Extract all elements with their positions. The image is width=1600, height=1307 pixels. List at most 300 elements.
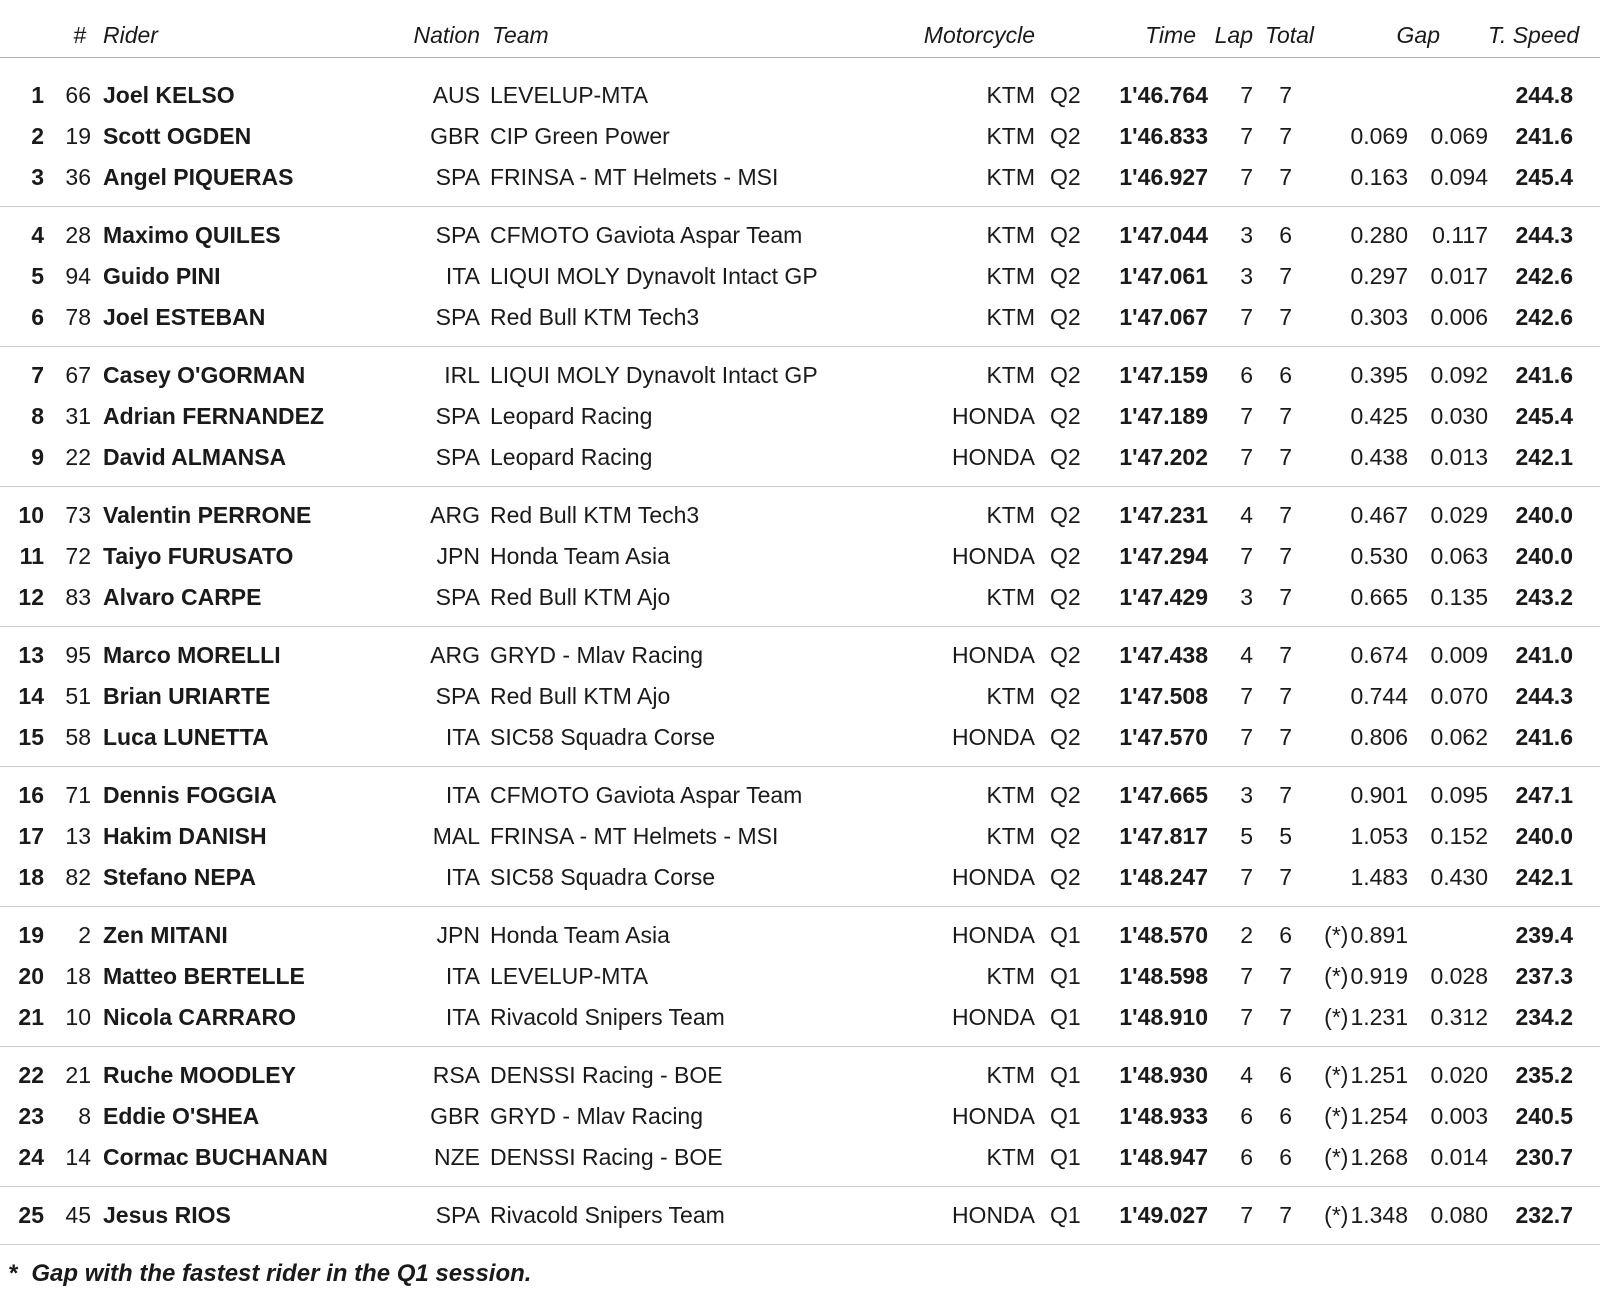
q1-gap-marker: (*) xyxy=(1324,963,1349,989)
session-cell: Q2 xyxy=(1050,222,1081,248)
team-cell: Rivacold Snipers Team xyxy=(490,1004,725,1030)
rider-number-cell: 14 xyxy=(65,1144,91,1170)
lap-cell: 5 xyxy=(1240,823,1253,849)
top-speed-cell: 244.3 xyxy=(1515,222,1573,248)
lap-time-cell: 1'47.508 xyxy=(1119,683,1208,709)
interval-cell: 0.020 xyxy=(1430,1062,1488,1088)
rider-name-cell: Ruche MOODLEY xyxy=(103,1062,296,1088)
session-cell: Q2 xyxy=(1050,782,1081,808)
total-laps-cell: 7 xyxy=(1279,683,1292,709)
nation-cell: SPA xyxy=(435,403,480,429)
table-row xyxy=(0,215,1573,256)
total-laps-cell: 6 xyxy=(1279,222,1292,248)
top-speed-cell: 242.1 xyxy=(1515,864,1573,890)
table-row xyxy=(0,256,1573,297)
top-speed-cell: 237.3 xyxy=(1515,963,1573,989)
rider-name-cell: Scott OGDEN xyxy=(103,123,252,149)
table-row xyxy=(0,775,1573,816)
gap-cell xyxy=(1292,724,1408,751)
session-cell: Q2 xyxy=(1050,444,1081,470)
team-cell: Leopard Racing xyxy=(490,403,653,429)
lap-time-cell: 1'47.438 xyxy=(1119,642,1208,668)
q1-gap-marker: (*) xyxy=(1324,1004,1349,1030)
top-speed-cell: 232.7 xyxy=(1515,1202,1573,1228)
motorcycle-cell: KTM xyxy=(986,683,1035,709)
session-cell: Q2 xyxy=(1050,502,1081,528)
lap-time-cell: 1'48.933 xyxy=(1119,1103,1208,1129)
position-cell: 10 xyxy=(18,502,44,528)
q1-gap-marker: (*) xyxy=(1324,1202,1349,1228)
table-row xyxy=(0,1137,1573,1178)
rider-name-cell: Casey O'GORMAN xyxy=(103,362,306,388)
rider-name-cell: Brian URIARTE xyxy=(103,683,271,709)
rider-number-cell: 78 xyxy=(65,304,91,330)
team-cell: CFMOTO Gaviota Aspar Team xyxy=(490,782,803,808)
interval-cell: 0.009 xyxy=(1430,642,1488,668)
nation-cell: GBR xyxy=(430,1103,480,1129)
motorcycle-cell: HONDA xyxy=(951,444,1035,470)
q1-gap-marker: (*) xyxy=(1324,1103,1349,1129)
footnote-asterisk: * xyxy=(8,1259,18,1287)
team-cell: LIQUI MOLY Dynavolt Intact GP xyxy=(490,362,818,388)
nation-cell: RSA xyxy=(432,1062,480,1088)
nation-cell: SPA xyxy=(435,1202,480,1228)
gap-cell xyxy=(1292,963,1408,990)
table-row xyxy=(0,1195,1573,1236)
top-speed-cell: 241.6 xyxy=(1515,724,1573,750)
lap-cell: 7 xyxy=(1240,1004,1253,1030)
interval-cell: 0.152 xyxy=(1430,823,1488,849)
rider-number-cell: 10 xyxy=(65,1004,91,1030)
nation-cell: SPA xyxy=(435,304,480,330)
gap-value: 1.251 xyxy=(1350,1062,1408,1088)
session-cell: Q2 xyxy=(1050,823,1081,849)
rider-number-cell: 31 xyxy=(65,403,91,429)
position-cell: 2 xyxy=(31,123,44,149)
table-row xyxy=(0,635,1573,676)
position-cell: 23 xyxy=(18,1103,44,1129)
total-laps-cell: 7 xyxy=(1279,1004,1292,1030)
rider-name-cell: Angel PIQUERAS xyxy=(103,164,294,190)
interval-cell: 0.013 xyxy=(1430,444,1488,470)
team-cell: SIC58 Squadra Corse xyxy=(490,864,716,890)
team-cell: LEVELUP-MTA xyxy=(490,82,649,108)
session-cell: Q1 xyxy=(1050,1004,1081,1030)
nation-cell: ITA xyxy=(445,263,480,289)
lap-time-cell: 1'48.247 xyxy=(1119,864,1208,890)
total-laps-cell: 7 xyxy=(1279,543,1292,569)
session-cell: Q2 xyxy=(1050,724,1081,750)
position-cell: 13 xyxy=(18,642,44,668)
position-cell: 18 xyxy=(18,864,44,890)
session-cell: Q2 xyxy=(1050,683,1081,709)
table-row xyxy=(0,577,1573,618)
interval-cell: 0.029 xyxy=(1430,502,1488,528)
total-laps-cell: 7 xyxy=(1279,403,1292,429)
total-laps-cell: 6 xyxy=(1279,1103,1292,1129)
total-laps-cell: 6 xyxy=(1279,362,1292,388)
rider-number-cell: 83 xyxy=(65,584,91,610)
gap-cell xyxy=(1292,782,1408,809)
gap-value: 0.303 xyxy=(1350,304,1408,330)
gap-value: 0.163 xyxy=(1350,164,1408,190)
header-top-speed: T. Speed xyxy=(1488,22,1580,48)
gap-value: 0.280 xyxy=(1350,222,1408,248)
top-speed-cell: 242.6 xyxy=(1515,263,1573,289)
interval-cell: 0.028 xyxy=(1430,963,1488,989)
top-speed-cell: 245.4 xyxy=(1515,164,1573,190)
interval-cell: 0.094 xyxy=(1430,164,1488,190)
interval-cell: 0.006 xyxy=(1430,304,1488,330)
gap-value: 0.891 xyxy=(1350,922,1408,948)
table-row xyxy=(0,717,1573,758)
top-speed-cell: 240.0 xyxy=(1515,823,1573,849)
total-laps-cell: 7 xyxy=(1279,782,1292,808)
gap-cell xyxy=(1292,584,1408,611)
motorcycle-cell: KTM xyxy=(986,362,1035,388)
motorcycle-cell: KTM xyxy=(986,502,1035,528)
motorcycle-cell: KTM xyxy=(986,82,1035,108)
table-row xyxy=(0,676,1573,717)
gap-cell xyxy=(1292,543,1408,570)
lap-time-cell: 1'48.570 xyxy=(1119,922,1208,948)
team-cell: Honda Team Asia xyxy=(490,543,670,569)
q1-gap-marker: (*) xyxy=(1324,922,1349,948)
lap-cell: 7 xyxy=(1240,864,1253,890)
motorcycle-cell: HONDA xyxy=(951,543,1035,569)
footnote xyxy=(0,1253,1600,1294)
top-speed-cell: 241.6 xyxy=(1515,362,1573,388)
total-laps-cell: 7 xyxy=(1279,864,1292,890)
footnote-text: Gap with the fastest rider in the Q1 session. xyxy=(31,1259,532,1287)
lap-cell: 7 xyxy=(1240,963,1253,989)
nation-cell: ITA xyxy=(445,1004,480,1030)
total-laps-cell: 6 xyxy=(1279,1062,1292,1088)
rider-number-cell: 82 xyxy=(65,864,91,890)
lap-cell: 4 xyxy=(1240,642,1253,668)
total-laps-cell: 7 xyxy=(1279,263,1292,289)
rider-number-cell: 13 xyxy=(65,823,91,849)
team-cell: SIC58 Squadra Corse xyxy=(490,724,716,750)
lap-cell: 3 xyxy=(1240,263,1253,289)
top-speed-cell: 242.6 xyxy=(1515,304,1573,330)
position-cell: 4 xyxy=(31,222,44,248)
position-cell: 19 xyxy=(18,922,44,948)
gap-cell xyxy=(1292,444,1408,471)
position-cell: 11 xyxy=(19,543,44,569)
gap-cell xyxy=(1292,82,1408,109)
header-total: Total xyxy=(1265,22,1315,48)
total-laps-cell: 7 xyxy=(1279,963,1292,989)
position-cell: 20 xyxy=(18,963,44,989)
team-cell: Red Bull KTM Ajo xyxy=(490,584,671,610)
lap-time-cell: 1'47.159 xyxy=(1119,362,1208,388)
header-motorcycle: Motorcycle xyxy=(923,22,1035,48)
top-speed-cell: 240.0 xyxy=(1515,543,1573,569)
motorcycle-cell: KTM xyxy=(986,823,1035,849)
lap-time-cell: 1'47.202 xyxy=(1119,444,1208,470)
lap-cell: 7 xyxy=(1240,304,1253,330)
rider-name-cell: Joel ESTEBAN xyxy=(103,304,266,330)
gap-value: 0.069 xyxy=(1350,123,1408,149)
lap-time-cell: 1'47.231 xyxy=(1119,502,1208,528)
gap-cell xyxy=(1292,304,1408,331)
nation-cell: SPA xyxy=(435,164,480,190)
rider-number-cell: 72 xyxy=(65,543,91,569)
rider-name-cell: Luca LUNETTA xyxy=(103,724,269,750)
lap-cell: 7 xyxy=(1240,164,1253,190)
team-cell: LEVELUP-MTA xyxy=(490,963,649,989)
rider-name-cell: Taiyo FURUSATO xyxy=(103,543,294,569)
rider-number-cell: 66 xyxy=(65,82,91,108)
lap-time-cell: 1'48.930 xyxy=(1119,1062,1208,1088)
gap-cell xyxy=(1292,922,1408,949)
rider-name-cell: David ALMANSA xyxy=(103,444,287,470)
gap-value: 0.674 xyxy=(1350,642,1408,668)
nation-cell: JPN xyxy=(436,922,480,948)
rider-number-cell: 95 xyxy=(65,642,91,668)
nation-cell: SPA xyxy=(435,444,480,470)
lap-cell: 7 xyxy=(1240,123,1253,149)
table-row xyxy=(0,355,1573,396)
interval-cell: 0.030 xyxy=(1430,403,1488,429)
team-cell: GRYD - Mlav Racing xyxy=(490,1103,704,1129)
table-row xyxy=(0,297,1573,338)
table-row xyxy=(0,75,1573,116)
gap-cell xyxy=(1292,403,1408,430)
team-cell: FRINSA - MT Helmets - MSI xyxy=(490,164,779,190)
rider-name-cell: Cormac BUCHANAN xyxy=(103,1144,328,1170)
gap-cell xyxy=(1292,1062,1408,1089)
q1-gap-marker: (*) xyxy=(1324,1144,1349,1170)
motorcycle-cell: HONDA xyxy=(951,1103,1035,1129)
team-cell: DENSSI Racing - BOE xyxy=(490,1144,723,1170)
gap-cell xyxy=(1292,222,1408,249)
table-row xyxy=(0,116,1573,157)
rider-name-cell: Alvaro CARPE xyxy=(103,584,262,610)
gap-value: 1.053 xyxy=(1350,823,1408,849)
total-laps-cell: 7 xyxy=(1279,304,1292,330)
gap-value: 0.901 xyxy=(1350,782,1408,808)
interval-cell: 0.062 xyxy=(1430,724,1488,750)
gap-value: 1.231 xyxy=(1350,1004,1408,1030)
position-cell: 21 xyxy=(18,1004,44,1030)
table-row xyxy=(0,997,1573,1038)
nation-cell: NZE xyxy=(434,1144,480,1170)
rider-number-cell: 2 xyxy=(78,922,91,948)
motorcycle-cell: KTM xyxy=(986,263,1035,289)
table-row xyxy=(0,1096,1573,1137)
position-cell: 16 xyxy=(18,782,44,808)
rider-name-cell: Jesus RIOS xyxy=(103,1202,231,1228)
session-cell: Q2 xyxy=(1050,82,1081,108)
session-cell: Q1 xyxy=(1050,963,1081,989)
gap-value: 1.348 xyxy=(1350,1202,1408,1228)
position-cell: 15 xyxy=(18,724,44,750)
table-row xyxy=(0,396,1573,437)
motorcycle-cell: HONDA xyxy=(951,922,1035,948)
team-cell: Red Bull KTM Tech3 xyxy=(490,304,700,330)
group-separator xyxy=(0,766,1600,767)
total-laps-cell: 7 xyxy=(1279,82,1292,108)
lap-cell: 2 xyxy=(1240,922,1253,948)
lap-time-cell: 1'47.817 xyxy=(1119,823,1208,849)
team-cell: Leopard Racing xyxy=(490,444,653,470)
header-gap: Gap xyxy=(1396,22,1440,48)
nation-cell: ITA xyxy=(445,724,480,750)
session-cell: Q2 xyxy=(1050,263,1081,289)
total-laps-cell: 6 xyxy=(1279,922,1292,948)
top-speed-cell: 240.0 xyxy=(1515,502,1573,528)
lap-cell: 6 xyxy=(1240,362,1253,388)
session-cell: Q2 xyxy=(1050,403,1081,429)
top-speed-cell: 245.4 xyxy=(1515,403,1573,429)
total-laps-cell: 7 xyxy=(1279,164,1292,190)
rider-number-cell: 71 xyxy=(65,782,91,808)
motorcycle-cell: HONDA xyxy=(951,1004,1035,1030)
rider-number-cell: 19 xyxy=(65,123,91,149)
nation-cell: ARG xyxy=(430,642,480,668)
lap-cell: 3 xyxy=(1240,584,1253,610)
interval-cell: 0.092 xyxy=(1430,362,1488,388)
top-speed-cell: 247.1 xyxy=(1515,782,1573,808)
session-cell: Q1 xyxy=(1050,1062,1081,1088)
gap-cell xyxy=(1292,1004,1408,1031)
motorcycle-cell: KTM xyxy=(986,222,1035,248)
gap-cell xyxy=(1292,123,1408,150)
motorcycle-cell: HONDA xyxy=(951,642,1035,668)
motorcycle-cell: KTM xyxy=(986,1062,1035,1088)
top-speed-cell: 244.8 xyxy=(1515,82,1573,108)
table-row xyxy=(0,857,1573,898)
position-cell: 24 xyxy=(18,1144,44,1170)
header-rider-number: # xyxy=(73,22,86,48)
total-laps-cell: 5 xyxy=(1279,823,1292,849)
rider-name-cell: Joel KELSO xyxy=(103,82,235,108)
interval-cell: 0.312 xyxy=(1430,1004,1488,1030)
gap-cell xyxy=(1292,1103,1408,1130)
top-speed-cell: 240.5 xyxy=(1515,1103,1573,1129)
total-laps-cell: 6 xyxy=(1279,1144,1292,1170)
lap-time-cell: 1'47.061 xyxy=(1119,263,1208,289)
lap-cell: 6 xyxy=(1240,1144,1253,1170)
total-laps-cell: 7 xyxy=(1279,1202,1292,1228)
lap-cell: 4 xyxy=(1240,502,1253,528)
team-cell: DENSSI Racing - BOE xyxy=(490,1062,723,1088)
top-speed-cell: 239.4 xyxy=(1515,922,1573,948)
session-cell: Q1 xyxy=(1050,1202,1081,1228)
session-cell: Q2 xyxy=(1050,864,1081,890)
gap-value: 0.919 xyxy=(1350,963,1408,989)
team-cell: LIQUI MOLY Dynavolt Intact GP xyxy=(490,263,818,289)
gap-cell xyxy=(1292,362,1408,389)
gap-value: 0.438 xyxy=(1350,444,1408,470)
gap-cell xyxy=(1292,1202,1408,1229)
interval-cell: 0.070 xyxy=(1430,683,1488,709)
motorcycle-cell: KTM xyxy=(986,1144,1035,1170)
top-speed-cell: 243.2 xyxy=(1515,584,1573,610)
rider-name-cell: Zen MITANI xyxy=(103,922,228,948)
motorcycle-cell: KTM xyxy=(986,123,1035,149)
lap-time-cell: 1'47.067 xyxy=(1119,304,1208,330)
interval-cell: 0.135 xyxy=(1430,584,1488,610)
interval-cell: 0.095 xyxy=(1430,782,1488,808)
gap-value: 1.268 xyxy=(1350,1144,1408,1170)
interval-cell: 0.063 xyxy=(1430,543,1488,569)
lap-time-cell: 1'48.598 xyxy=(1119,963,1208,989)
session-cell: Q2 xyxy=(1050,123,1081,149)
total-laps-cell: 7 xyxy=(1279,444,1292,470)
gap-value: 0.425 xyxy=(1350,403,1408,429)
rider-number-cell: 28 xyxy=(65,222,91,248)
session-cell: Q2 xyxy=(1050,304,1081,330)
rider-name-cell: Valentin PERRONE xyxy=(103,502,312,528)
lap-cell: 7 xyxy=(1240,82,1253,108)
total-laps-cell: 7 xyxy=(1279,584,1292,610)
session-cell: Q2 xyxy=(1050,362,1081,388)
nation-cell: AUS xyxy=(432,82,480,108)
session-cell: Q2 xyxy=(1050,584,1081,610)
interval-cell: 0.430 xyxy=(1430,864,1488,890)
nation-cell: JPN xyxy=(436,543,480,569)
table-row xyxy=(0,915,1573,956)
position-cell: 14 xyxy=(18,683,44,709)
group-separator xyxy=(0,346,1600,347)
total-laps-cell: 7 xyxy=(1279,642,1292,668)
session-cell: Q2 xyxy=(1050,164,1081,190)
lap-cell: 7 xyxy=(1240,724,1253,750)
table-end-separator xyxy=(0,1244,1600,1245)
gap-cell xyxy=(1292,1144,1408,1171)
gap-cell xyxy=(1292,502,1408,529)
lap-time-cell: 1'46.833 xyxy=(1119,123,1208,149)
rider-number-cell: 8 xyxy=(78,1103,91,1129)
top-speed-cell: 235.2 xyxy=(1515,1062,1573,1088)
gap-value: 0.297 xyxy=(1350,263,1408,289)
interval-cell: 0.080 xyxy=(1430,1202,1488,1228)
lap-time-cell: 1'47.189 xyxy=(1119,403,1208,429)
position-cell: 25 xyxy=(18,1202,44,1228)
motorcycle-cell: HONDA xyxy=(951,1202,1035,1228)
lap-cell: 7 xyxy=(1240,683,1253,709)
gap-value: 1.483 xyxy=(1350,864,1408,890)
rider-number-cell: 67 xyxy=(65,362,91,388)
interval-cell: 0.117 xyxy=(1432,222,1488,248)
motorcycle-cell: KTM xyxy=(986,584,1035,610)
rider-name-cell: Dennis FOGGIA xyxy=(103,782,277,808)
lap-time-cell: 1'48.910 xyxy=(1119,1004,1208,1030)
results-table-body xyxy=(0,58,1600,1245)
total-laps-cell: 7 xyxy=(1279,123,1292,149)
top-speed-cell: 230.7 xyxy=(1515,1144,1573,1170)
team-cell: GRYD - Mlav Racing xyxy=(490,642,704,668)
interval-cell: 0.014 xyxy=(1430,1144,1488,1170)
lap-time-cell: 1'47.665 xyxy=(1119,782,1208,808)
position-cell: 9 xyxy=(31,444,44,470)
table-row xyxy=(0,437,1573,478)
header-nation: Nation xyxy=(413,22,480,48)
rider-number-cell: 58 xyxy=(65,724,91,750)
nation-cell: IRL xyxy=(444,362,480,388)
lap-cell: 3 xyxy=(1240,782,1253,808)
table-row xyxy=(0,495,1573,536)
team-cell: Honda Team Asia xyxy=(490,922,670,948)
gap-cell xyxy=(1292,683,1408,710)
team-cell: CIP Green Power xyxy=(490,123,670,149)
group-separator xyxy=(0,206,1600,207)
gap-cell xyxy=(1292,263,1408,290)
lap-cell: 3 xyxy=(1240,222,1253,248)
